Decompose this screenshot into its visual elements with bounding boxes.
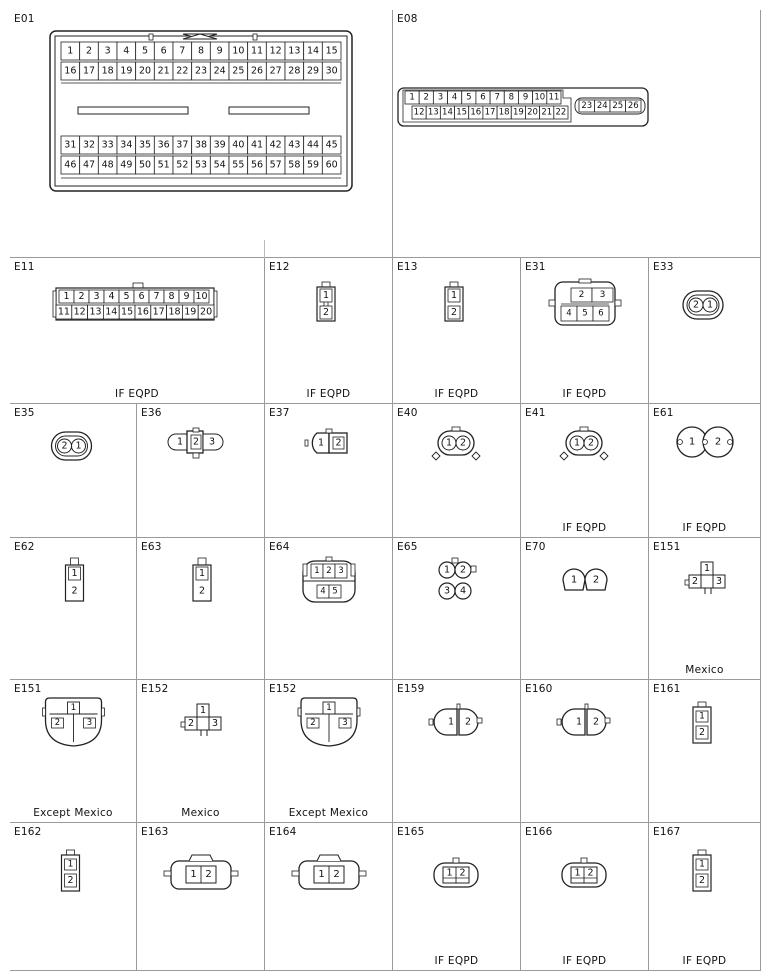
- pin-label: 6: [138, 291, 145, 302]
- pin-label: 6: [480, 92, 486, 103]
- pin-label: 7: [494, 92, 500, 103]
- pin-label: 57: [269, 159, 282, 171]
- connector-cell-e13: [393, 258, 521, 404]
- connector-id-label: E70: [525, 541, 546, 553]
- pin-label: 1: [446, 867, 453, 879]
- connector-cell-e152a: [137, 680, 265, 823]
- pin-label: 21: [157, 65, 170, 77]
- pin-label: 16: [136, 306, 149, 318]
- pin-label: 3: [715, 576, 723, 587]
- pin-label: 1: [573, 437, 581, 449]
- pin-label: 1: [75, 440, 82, 452]
- variant-note: Mexico: [685, 664, 724, 676]
- pin-label: 2: [592, 574, 600, 586]
- connector-cell-e65: [393, 538, 521, 680]
- connector-cell-e70: [521, 538, 649, 680]
- pin-label: 3: [338, 566, 344, 576]
- pin-label: 1: [314, 566, 320, 576]
- pin-label: 4: [320, 586, 326, 597]
- connector-cell-e33: [649, 258, 761, 404]
- connector-drawing-e12: [265, 258, 393, 404]
- pin-label: 24: [596, 101, 608, 111]
- connector-id-label: E62: [14, 541, 35, 553]
- pin-label: 12: [73, 306, 86, 318]
- pin-label: 2: [326, 566, 332, 576]
- connector-drawing-e65: [393, 538, 521, 680]
- pin-label: 4: [459, 585, 467, 597]
- variant-note: IF EQPD: [115, 388, 159, 400]
- variant-note: IF EQPD: [306, 388, 351, 400]
- pin-label: 20: [138, 65, 152, 77]
- pin-label: 34: [120, 139, 133, 151]
- connector-id-label: E61: [653, 407, 674, 419]
- pin-label: 1: [688, 436, 696, 448]
- connector-cell-e160: [521, 680, 649, 823]
- connector-id-label: E65: [397, 541, 418, 553]
- connector-drawing-e166: [521, 823, 649, 971]
- connector-cell-e166: [521, 823, 649, 971]
- connector-cell-e152b: [265, 680, 393, 823]
- pin-label: 52: [176, 159, 189, 171]
- connector-cell-e08: [393, 10, 761, 258]
- pin-label: 2: [71, 585, 78, 597]
- pin-label: 2: [459, 437, 467, 449]
- pin-label: 5: [141, 45, 149, 57]
- pin-label: 19: [184, 306, 197, 318]
- connector-id-label: E63: [141, 541, 162, 553]
- connector-drawing-e08: [393, 10, 761, 258]
- pin-label: 15: [121, 306, 134, 318]
- connector-cell-e64: [265, 538, 393, 680]
- pin-label: 2: [78, 291, 85, 302]
- connector-cell-e61: [649, 404, 761, 538]
- pin-label: 18: [101, 65, 114, 77]
- pin-label: 3: [104, 45, 111, 57]
- connector-id-label: E165: [397, 826, 425, 838]
- pin-label: 1: [190, 869, 197, 880]
- pin-label: 8: [508, 92, 515, 103]
- pin-label: 10: [232, 45, 245, 57]
- pin-label: 25: [232, 65, 245, 77]
- connector-cell-e36: [137, 404, 265, 538]
- pin-label: 14: [442, 107, 453, 118]
- connector-id-label: E33: [653, 261, 674, 273]
- connector-drawing-e165: [393, 823, 521, 971]
- connector-drawing-e63: [137, 538, 265, 680]
- pin-label: 1: [199, 705, 207, 716]
- pin-label: 1: [70, 703, 77, 713]
- pin-label: 53: [194, 159, 208, 171]
- pin-label: 22: [176, 65, 189, 77]
- pin-label: 48: [101, 159, 114, 171]
- pin-label: 56: [250, 159, 264, 171]
- pin-label: 2: [61, 440, 68, 452]
- variant-note: IF EQPD: [682, 955, 727, 967]
- pin-label: 32: [82, 139, 96, 151]
- pin-label: 60: [325, 159, 338, 171]
- pin-label: 9: [183, 291, 190, 302]
- pin-label: 2: [192, 436, 200, 448]
- pin-label: 2: [587, 867, 594, 879]
- connector-cell-e164: [265, 823, 393, 971]
- pin-label: 3: [342, 718, 348, 728]
- pin-label: 5: [466, 92, 472, 103]
- connector-id-label: E13: [397, 261, 418, 273]
- pin-label: 3: [443, 585, 451, 597]
- connector-id-label: E151: [14, 683, 42, 695]
- pin-label: 1: [67, 859, 74, 870]
- connector-drawing-e161: [649, 680, 761, 823]
- pin-label: 40: [232, 139, 245, 151]
- connector-id-label: E159: [397, 683, 425, 695]
- connector-drawing-e164: [265, 823, 393, 971]
- pin-label: 9: [216, 45, 223, 57]
- variant-note: IF EQPD: [562, 522, 607, 534]
- pin-label: 49: [120, 159, 133, 171]
- pin-label: 13: [89, 306, 102, 318]
- pin-label: 1: [699, 859, 705, 870]
- variant-note: IF EQPD: [434, 955, 479, 967]
- connector-id-label: E161: [653, 683, 681, 695]
- pin-label: 22: [555, 107, 567, 118]
- pin-label: 29: [306, 65, 320, 77]
- pin-label: 7: [153, 291, 160, 302]
- connector-id-label: E01: [14, 13, 35, 25]
- pin-label: 33: [101, 139, 114, 151]
- pin-label: 16: [64, 65, 77, 77]
- pin-label: 1: [703, 563, 711, 574]
- connector-cell-e161: [649, 680, 761, 823]
- pin-label: 17: [152, 306, 165, 318]
- connector-id-label: E64: [269, 541, 290, 553]
- pin-label: 27: [269, 65, 282, 77]
- pin-label: 42: [269, 139, 282, 151]
- pin-label: 3: [93, 291, 100, 302]
- pin-label: 1: [445, 437, 453, 449]
- connector-id-label: E164: [269, 826, 297, 838]
- connector-id-label: E37: [269, 407, 290, 419]
- pin-label: 25: [612, 101, 624, 111]
- pin-label: 3: [599, 290, 606, 300]
- pin-label: 2: [310, 718, 316, 728]
- pin-label: 1: [71, 568, 78, 579]
- pin-label: 2: [187, 718, 195, 729]
- pin-label: 2: [464, 716, 472, 728]
- pin-label: 3: [86, 718, 93, 728]
- pin-label: 10: [534, 92, 546, 103]
- pin-label: 2: [459, 867, 466, 879]
- pin-label: 58: [288, 159, 301, 171]
- pin-label: 3: [211, 718, 219, 729]
- pin-label: 13: [288, 45, 301, 57]
- connector-cell-e01: [10, 10, 393, 258]
- connector-cell-e37: [265, 404, 393, 538]
- connector-cell-e151b: [10, 680, 137, 823]
- pin-label: 17: [484, 107, 496, 118]
- pin-label: 1: [575, 716, 583, 728]
- pin-label: 4: [108, 291, 115, 302]
- connector-drawing-e159: [393, 680, 521, 823]
- pin-label: 2: [698, 875, 706, 886]
- connector-cell-e62: [10, 538, 137, 680]
- pin-label: 18: [168, 306, 181, 318]
- pin-label: 1: [699, 711, 705, 722]
- connector-id-label: E151: [653, 541, 681, 553]
- pin-label: 1: [447, 716, 455, 728]
- connector-drawing-e40: [393, 404, 521, 538]
- connector-id-label: E160: [525, 683, 553, 695]
- variant-note: Mexico: [181, 807, 220, 819]
- pin-label: 1: [318, 869, 325, 880]
- pin-label: 12: [269, 45, 282, 57]
- connector-id-label: E163: [141, 826, 169, 838]
- pin-label: 51: [157, 159, 170, 171]
- pin-label: 13: [427, 107, 439, 118]
- connector-cell-e151a: [649, 538, 761, 680]
- connector-cell-e11: [10, 258, 265, 404]
- pin-label: 3: [208, 436, 216, 448]
- connector-id-label: E31: [525, 261, 546, 273]
- pin-label: 45: [325, 139, 338, 151]
- pin-label: 15: [456, 107, 468, 118]
- pin-label: 4: [451, 92, 458, 103]
- pin-label: 54: [213, 159, 226, 171]
- connector-id-label: E08: [397, 13, 418, 25]
- variant-note: Except Mexico: [33, 807, 113, 819]
- pin-label: 43: [288, 139, 301, 151]
- pin-label: 2: [333, 869, 340, 880]
- connector-id-label: E11: [14, 261, 35, 273]
- divider: [264, 240, 265, 258]
- pin-label: 2: [423, 92, 429, 103]
- connector-drawing-e61: [649, 404, 761, 538]
- pin-label: 6: [160, 45, 167, 57]
- pin-label: 8: [197, 45, 205, 57]
- pin-label: 1: [326, 703, 332, 713]
- connector-id-label: E36: [141, 407, 162, 419]
- pin-label: 20: [200, 306, 213, 318]
- connector-cell-e165: [393, 823, 521, 971]
- pin-label: 11: [548, 92, 560, 103]
- pin-label: 12: [413, 107, 425, 118]
- connector-drawing-e35: [10, 404, 137, 538]
- pin-label: 2: [335, 437, 342, 449]
- connector-drawing-e167: [649, 823, 761, 971]
- connector-drawing-e160: [521, 680, 649, 823]
- pin-label: 1: [450, 290, 458, 301]
- pin-label: 14: [105, 306, 118, 318]
- pin-label: 1: [570, 574, 578, 586]
- pin-label: 23: [194, 65, 208, 77]
- pin-label: 39: [213, 139, 226, 151]
- pin-label: 4: [566, 308, 572, 319]
- pin-label: 41: [250, 139, 264, 151]
- pin-label: 36: [157, 139, 170, 151]
- pin-label: 2: [67, 875, 74, 886]
- pin-label: 50: [138, 159, 152, 171]
- connector-drawing-e151a: [649, 538, 761, 680]
- connector-drawing-e162: [10, 823, 137, 971]
- pin-label: 55: [232, 159, 245, 171]
- variant-note: IF EQPD: [562, 388, 607, 400]
- connector-id-label: E152: [141, 683, 169, 695]
- pin-label: 2: [205, 869, 212, 880]
- pin-label: 20: [527, 107, 538, 118]
- pin-label: 19: [512, 107, 524, 118]
- pin-label: 1: [322, 290, 330, 301]
- connector-id-label: E40: [397, 407, 418, 419]
- pin-label: 44: [306, 139, 320, 151]
- pin-label: 5: [123, 291, 130, 302]
- pin-label: 14: [306, 45, 320, 57]
- pin-label: 26: [250, 65, 264, 77]
- pin-label: 19: [120, 65, 133, 77]
- connector-drawing-e36: [137, 404, 265, 538]
- pin-label: 2: [85, 45, 93, 57]
- pin-label: 5: [582, 308, 588, 319]
- connector-cell-e41: [521, 404, 649, 538]
- connector-drawing-e13: [393, 258, 521, 404]
- pin-label: 24: [213, 65, 226, 77]
- variant-note: IF EQPD: [434, 388, 479, 400]
- connector-id-label: E35: [14, 407, 35, 419]
- connector-drawing-e41: [521, 404, 649, 538]
- connector-cell-e163: [137, 823, 265, 971]
- connector-drawing-e64: [265, 538, 393, 680]
- pin-label: 30: [325, 65, 338, 77]
- pin-label: 1: [176, 436, 184, 448]
- variant-note: Except Mexico: [288, 807, 369, 819]
- pin-label: 9: [522, 92, 529, 103]
- pin-label: 3: [437, 92, 444, 103]
- pin-label: 46: [64, 159, 77, 171]
- connector-id-label: E152: [269, 683, 297, 695]
- pin-label: 8: [168, 291, 175, 302]
- pin-label: 1: [67, 45, 74, 57]
- connector-drawing-e01: [10, 10, 393, 258]
- pin-label: 2: [54, 718, 61, 728]
- pin-label: 17: [82, 65, 96, 77]
- variant-note: IF EQPD: [562, 955, 607, 967]
- pin-label: 2: [322, 307, 330, 318]
- pin-label: 35: [138, 139, 152, 151]
- connector-drawing-e62: [10, 538, 137, 680]
- connector-id-label: E166: [525, 826, 553, 838]
- pin-label: 7: [179, 45, 186, 57]
- pin-label: 1: [63, 291, 70, 302]
- connector-drawing-e31: [521, 258, 649, 404]
- connector-cell-e40: [393, 404, 521, 538]
- pin-label: 1: [443, 564, 451, 576]
- pin-label: 28: [288, 65, 301, 77]
- pin-label: 2: [592, 716, 600, 728]
- connector-drawing-e163: [137, 823, 265, 971]
- connector-cell-e12: [265, 258, 393, 404]
- pin-label: 6: [598, 308, 604, 319]
- connector-cell-e31: [521, 258, 649, 404]
- connector-drawing-e11: [10, 258, 265, 404]
- pin-label: 4: [123, 45, 130, 57]
- pin-label: 2: [698, 727, 706, 738]
- pin-label: 23: [581, 101, 593, 111]
- connector-cell-e162: [10, 823, 137, 971]
- pin-label: 1: [706, 299, 714, 311]
- pin-label: 2: [578, 290, 585, 300]
- connector-drawing-e151b: [10, 680, 137, 823]
- pin-label: 11: [250, 45, 264, 57]
- connector-cell-e63: [137, 538, 265, 680]
- connector-id-label: E41: [525, 407, 546, 419]
- pin-label: 1: [574, 867, 581, 879]
- pin-label: 5: [332, 586, 338, 597]
- pin-label: 2: [714, 436, 722, 448]
- connector-cell-e159: [393, 680, 521, 823]
- connector-cell-e167: [649, 823, 761, 971]
- connector-drawing-e152b: [265, 680, 393, 823]
- connector-drawing-e152a: [137, 680, 265, 823]
- pin-label: 11: [57, 306, 70, 318]
- pin-label: 47: [82, 159, 96, 171]
- pin-label: 2: [198, 585, 206, 597]
- pin-label: 2: [459, 564, 467, 576]
- connector-drawing-e70: [521, 538, 649, 680]
- pin-label: 10: [195, 291, 208, 302]
- connector-id-label: E162: [14, 826, 42, 838]
- pin-label: 2: [692, 299, 700, 311]
- connector-id-label: E12: [269, 261, 290, 273]
- pin-label: 2: [587, 437, 595, 449]
- pin-label: 1: [198, 568, 206, 579]
- connector-drawing-e37: [265, 404, 393, 538]
- pin-label: 37: [176, 139, 189, 151]
- connector-drawing-e33: [649, 258, 761, 404]
- pin-label: 59: [306, 159, 320, 171]
- pin-label: 15: [325, 45, 338, 57]
- pin-label: 18: [498, 107, 510, 118]
- pin-label: 2: [691, 576, 699, 587]
- pin-label: 1: [317, 437, 325, 449]
- pin-label: 21: [541, 107, 553, 118]
- pin-label: 38: [194, 139, 208, 151]
- pin-label: 26: [627, 101, 639, 111]
- pin-label: 1: [409, 92, 415, 103]
- connector-cell-e35: [10, 404, 137, 538]
- connector-id-label: E167: [653, 826, 681, 838]
- pin-label: 16: [470, 107, 482, 118]
- pin-label: 31: [64, 139, 77, 151]
- pin-label: 2: [450, 307, 458, 318]
- variant-note: IF EQPD: [682, 522, 727, 534]
